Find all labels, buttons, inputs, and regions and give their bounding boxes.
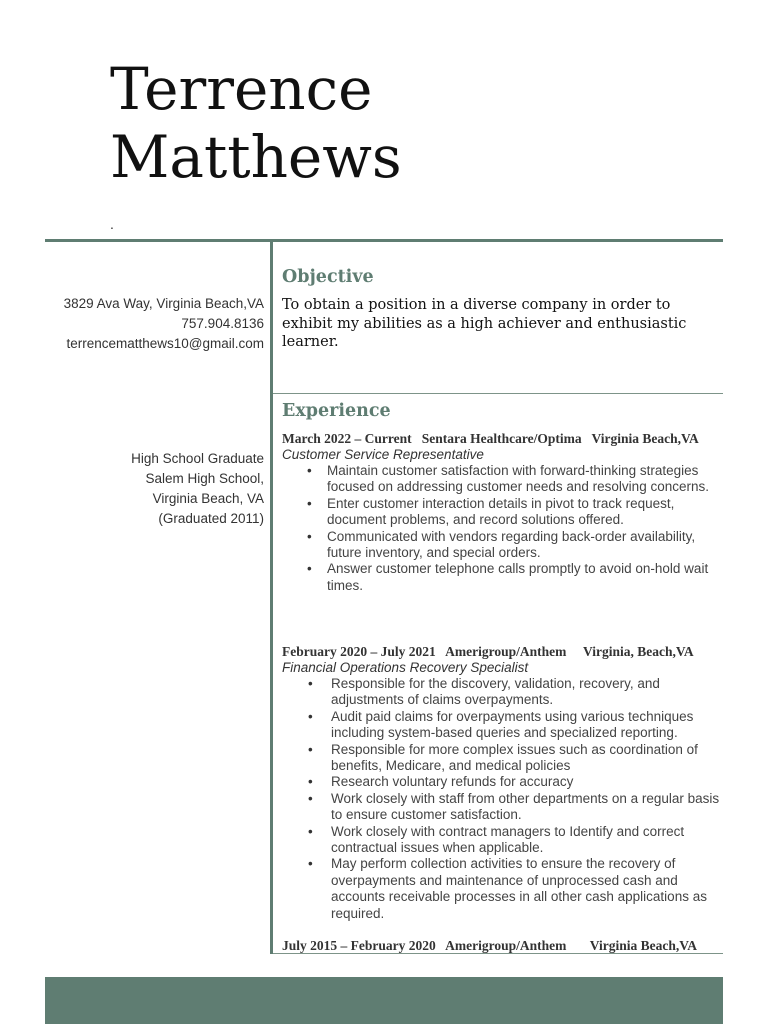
education-block xyxy=(131,449,264,529)
list-item: • Audit paid claims for overpayments using various techniques including system-based queries and specialized reporting. xyxy=(331,709,722,742)
job-header: July 2015 – February 2020 Amerigroup/Anthem Virginia Beach,VA xyxy=(282,938,698,953)
section-divider xyxy=(273,393,723,394)
footer-band xyxy=(45,977,723,1024)
experience-heading: Experience xyxy=(282,401,391,421)
job-entry xyxy=(282,938,722,954)
job-entry xyxy=(282,431,722,594)
list-item: • Work closely with staff from other departments on a regular basis to ensure customer satisfaction. xyxy=(331,791,722,824)
list-item: • Maintain customer satisfaction with forward-thinking strategies focused on addressing customer needs and resolving concerns. xyxy=(327,463,722,496)
objective-heading: Objective xyxy=(282,267,374,287)
list-item: • May perform collection activities to ensure the recovery of overpayments and maintenance of unprocessed cash and accounts receivable processes in all other cash applications as required. xyxy=(331,856,722,922)
list-item: • Communicated with vendors regarding back-order availability, future inventory, and special orders. xyxy=(327,529,722,562)
list-item: • Research voluntary refunds for accuracy xyxy=(331,774,722,790)
contact-email: terrencematthews10@gmail.com xyxy=(66,336,264,351)
objective-text: To obtain a position in a diverse company in order to exhibit my abilities as a high achiever and enthusiastic learner. xyxy=(282,297,687,350)
contact-address: 3829 Ava Way, Virginia Beach,VA xyxy=(63,296,264,311)
last-name: Matthews xyxy=(110,123,402,191)
education-year: (Graduated 2011) xyxy=(158,511,264,526)
list-item: • Responsible for more complex issues such as coordination of benefits, Medicare, and medical policies xyxy=(331,742,722,775)
list-item: • Work closely with contract managers to Identify and correct contractual issues when applicable. xyxy=(331,824,722,857)
job-header: February 2020 – July 2021 Amerigroup/Anthem Virginia, Beach,VA xyxy=(282,644,694,659)
column-divider xyxy=(270,242,273,954)
education-location: Virginia Beach, VA xyxy=(152,491,264,506)
job-header: March 2022 – Current Sentara Healthcare/Optima Virginia Beach,VA xyxy=(282,431,699,446)
candidate-name xyxy=(110,55,402,191)
list-item: • Responsible for the discovery, validation, recovery, and adjustments of claims overpayments. xyxy=(331,676,722,709)
job-title: Financial Operations Recovery Specialist xyxy=(282,660,529,675)
contact-phone: 757.904.8136 xyxy=(181,316,264,331)
education-school: Salem High School, xyxy=(145,471,264,486)
job-entry xyxy=(282,644,722,922)
header-divider xyxy=(45,239,723,242)
header-dot: . xyxy=(110,216,114,232)
job-duties xyxy=(282,676,722,922)
list-item: • Enter customer interaction details in pivot to track request, document problems, and record solutions offered. xyxy=(327,496,722,529)
education-degree: High School Graduate xyxy=(131,451,264,466)
job-duties xyxy=(282,463,722,594)
list-item: • Answer customer telephone calls promptly to avoid on-hold wait times. xyxy=(327,561,722,594)
job-title: Customer Service Representative xyxy=(282,447,484,462)
contact-block xyxy=(64,294,264,354)
first-name: Terrence xyxy=(110,55,373,123)
